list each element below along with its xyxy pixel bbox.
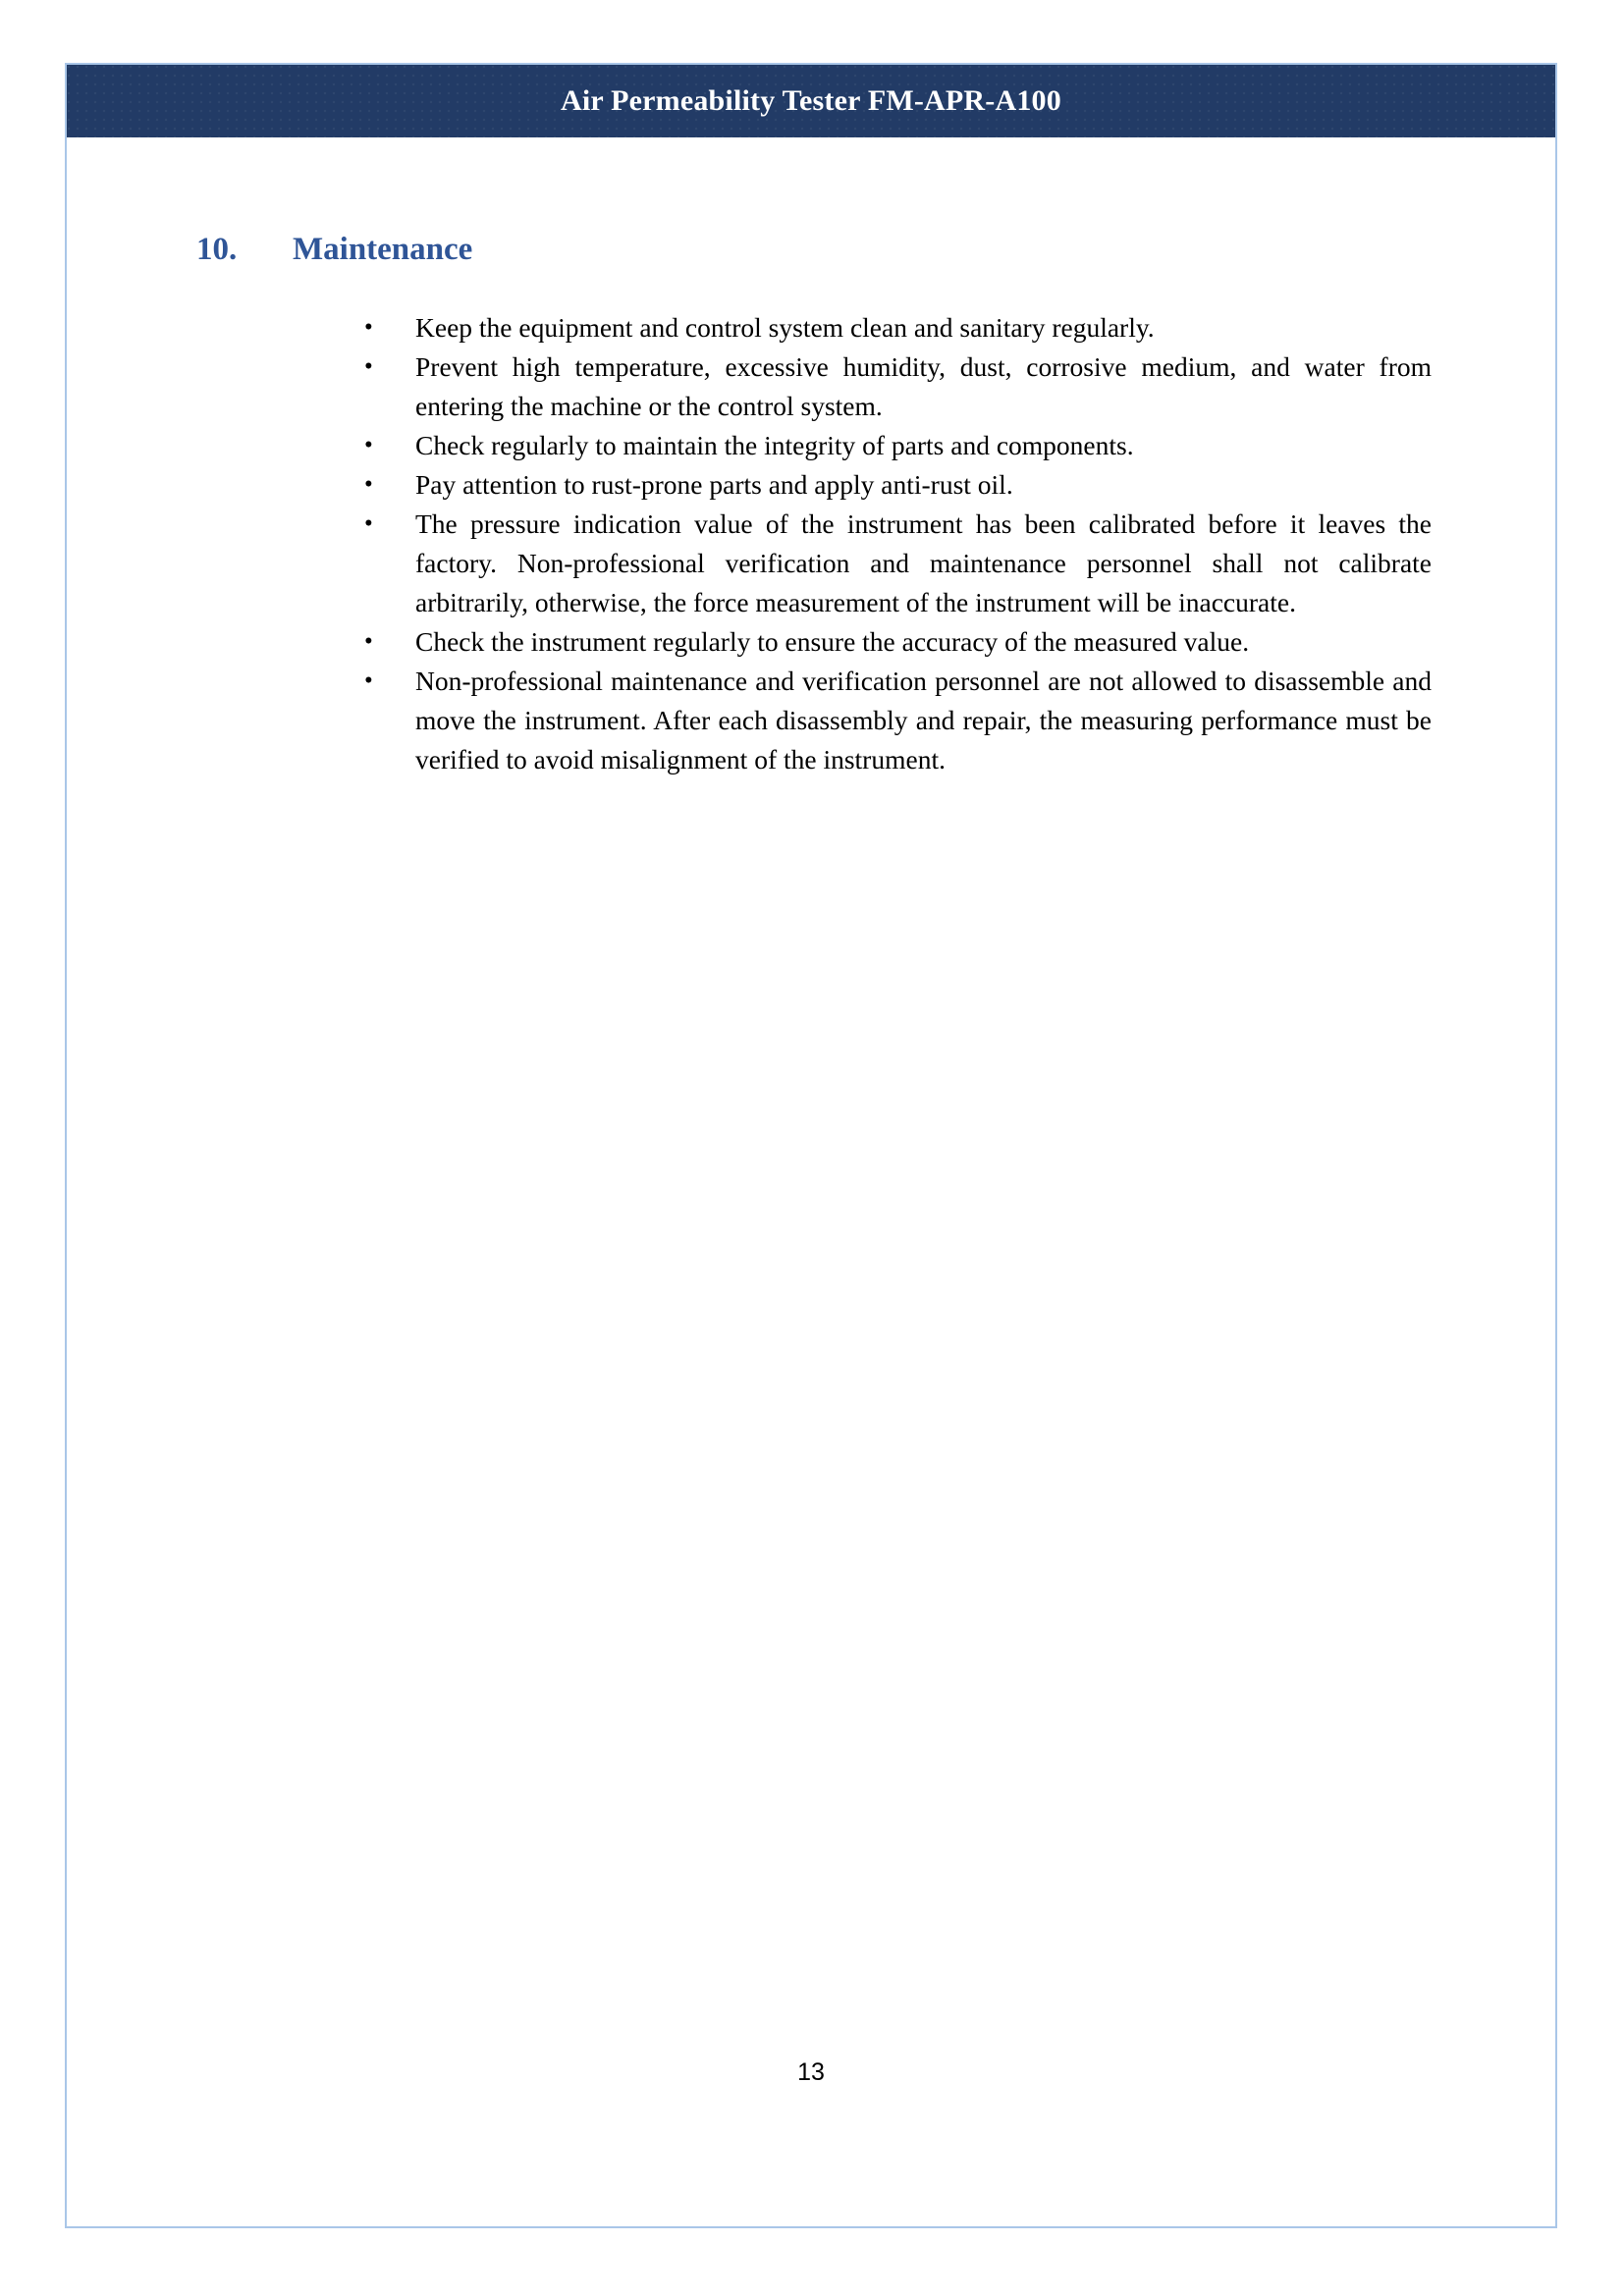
section-title: Maintenance [293,232,473,267]
document-page [65,63,1557,2228]
list-item [67,347,1555,426]
page-header-banner [67,65,1555,137]
bullet-dot-icon: • [364,471,373,499]
list-item [67,662,1555,779]
list-item [67,308,1555,347]
maintenance-bullet-list [67,308,1555,779]
list-item [67,426,1555,465]
list-item-text: Pay attention to rust-prone parts and apply anti-rust oil. [415,469,1013,501]
list-item-text: Keep the equipment and control system clean and sanitary regularly. [415,312,1155,344]
list-item-text: Prevent high temperature, excessive humidity, dust, corrosive medium, and water from entering the machine or the control system. [415,351,1432,422]
bullet-dot-icon: • [364,628,373,656]
list-item-text: Check the instrument regularly to ensure the accuracy of the measured value. [415,626,1250,658]
bullet-dot-icon: • [364,510,373,538]
page-content [67,137,1555,779]
bullet-dot-icon: • [364,314,373,342]
list-item [67,622,1555,662]
bullet-dot-icon: • [364,432,373,459]
bullet-dot-icon: • [364,353,373,381]
page-number: 13 [797,2058,825,2086]
list-item [67,465,1555,505]
section-heading [67,232,1555,267]
list-item [67,505,1555,622]
document-title: Air Permeability Tester FM-APR-A100 [561,84,1061,117]
list-item-text: Check regularly to maintain the integrity of parts and components. [415,430,1134,461]
section-number: 10. [196,232,238,267]
bullet-dot-icon: • [364,667,373,695]
list-item-text: Non-professional maintenance and verification personnel are not allowed to disassemble and move the instrument. After each disassembly and repair, the measuring performance must be verified to avoid misalignment of the instrument. [415,666,1432,775]
list-item-text: The pressure indication value of the instrument has been calibrated before it leaves the factory. Non-professional verification and maintenance personnel shall not calibrate arbitrarily, otherwise, the force measurement of the instrument will be inaccurate. [415,508,1432,618]
